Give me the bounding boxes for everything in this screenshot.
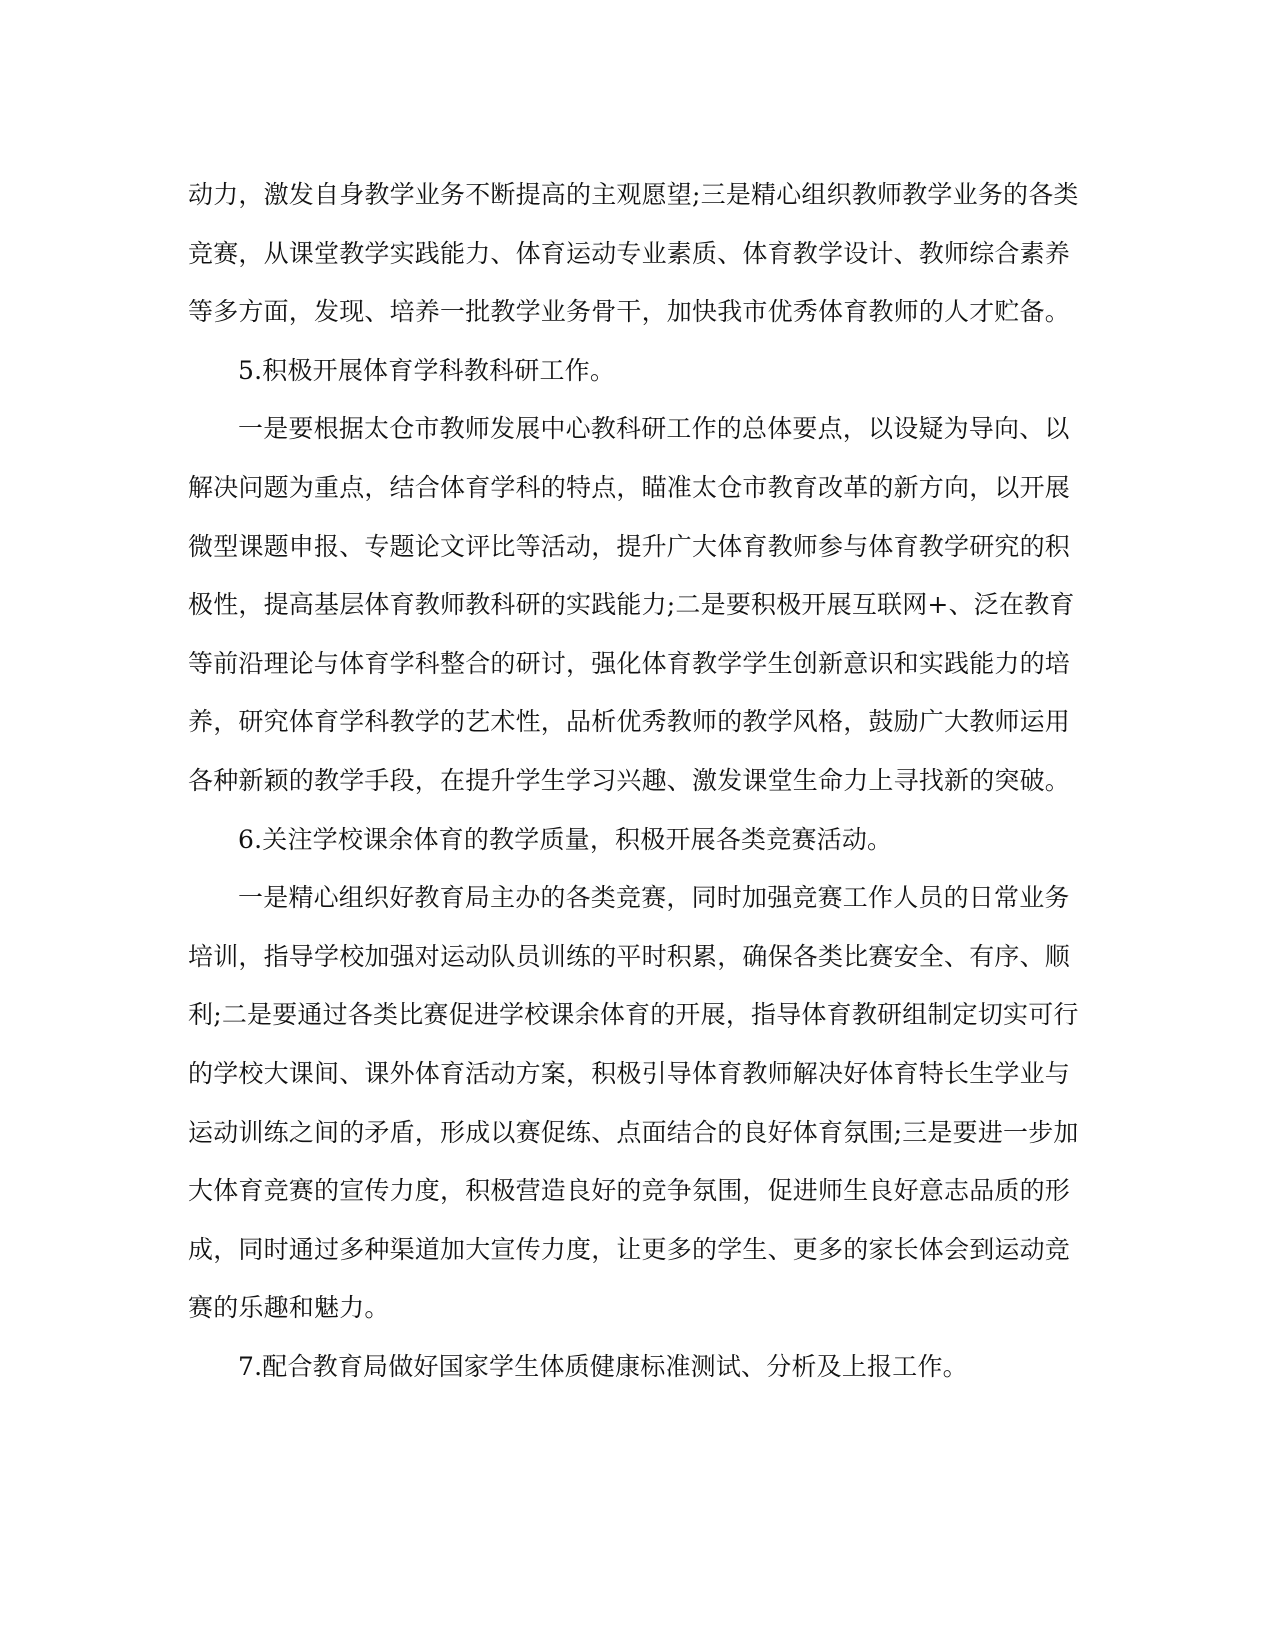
text-line: 竞赛，从课堂教学实践能力、体育运动专业素质、体育教学设计、教师综合素养 [188,238,1071,268]
text-line: 的学校大课间、课外体育活动方案，积极引导体育教师解决好体育特长生学业与 [188,1058,1071,1088]
text-line: 运动训练之间的矛盾，形成以赛促练、点面结合的良好体育氛围;三是要进一步加 [188,1117,1079,1147]
section-heading-6: 6.关注学校课余体育的教学质量，积极开展各类竞赛活动。 [238,824,893,854]
text-line: 大体育竞赛的宣传力度，积极营造良好的竞争氛围，促进师生良好意志品质的形 [188,1176,1071,1206]
text-line: 一是精心组织好教育局主办的各类竞赛，同时加强竞赛工作人员的日常业务 [238,883,1070,913]
section-heading-7: 7.配合教育局做好国家学生体质健康标准测试、分析及上报工作。 [238,1351,968,1381]
text-line: 利;二是要通过各类比赛促进学校课余体育的开展，指导体育教研组制定切实可行 [188,1000,1079,1030]
text-line: 解决问题为重点，结合体育学科的特点，瞄准太仓市教育改革的新方向，以开展 [188,472,1071,502]
text-line: 成，同时通过多种渠道加大宣传力度，让更多的学生、更多的家长体会到运动竞 [188,1234,1071,1264]
section-heading-5: 5.积极开展体育学科教科研工作。 [238,355,616,385]
text-line: 微型课题申报、专题论文评比等活动，提升广大体育教师参与体育教学研究的积 [188,531,1071,561]
document-body [188,166,1088,1396]
text-line: 动力，激发自身教学业务不断提高的主观愿望;三是精心组织教师教学业务的各类 [188,180,1079,209]
text-line: 极性，提高基层体育教师教科研的实践能力;二是要积极开展互联网+、泛在教育 [188,590,1075,620]
text-line: 一是要根据太仓市教师发展中心教科研工作的总体要点，以设疑为导向、以 [238,414,1070,444]
text-line: 赛的乐趣和魅力。 [188,1293,390,1323]
text-line: 各种新颖的教学手段，在提升学生学习兴趣、激发课堂生命力上寻找新的突破。 [188,765,1071,795]
text-line: 等前沿理论与体育学科整合的研讨，强化体育教学学生创新意识和实践能力的培 [188,648,1071,678]
text-line: 等多方面，发现、培养一批教学业务骨干，加快我市优秀体育教师的人才贮备。 [188,297,1071,327]
text-line: 培训，指导学校加强对运动队员训练的平时积累，确保各类比赛安全、有序、顺 [188,941,1071,971]
text-line: 养，研究体育学科教学的艺术性，品析优秀教师的教学风格，鼓励广大教师运用 [188,707,1071,737]
